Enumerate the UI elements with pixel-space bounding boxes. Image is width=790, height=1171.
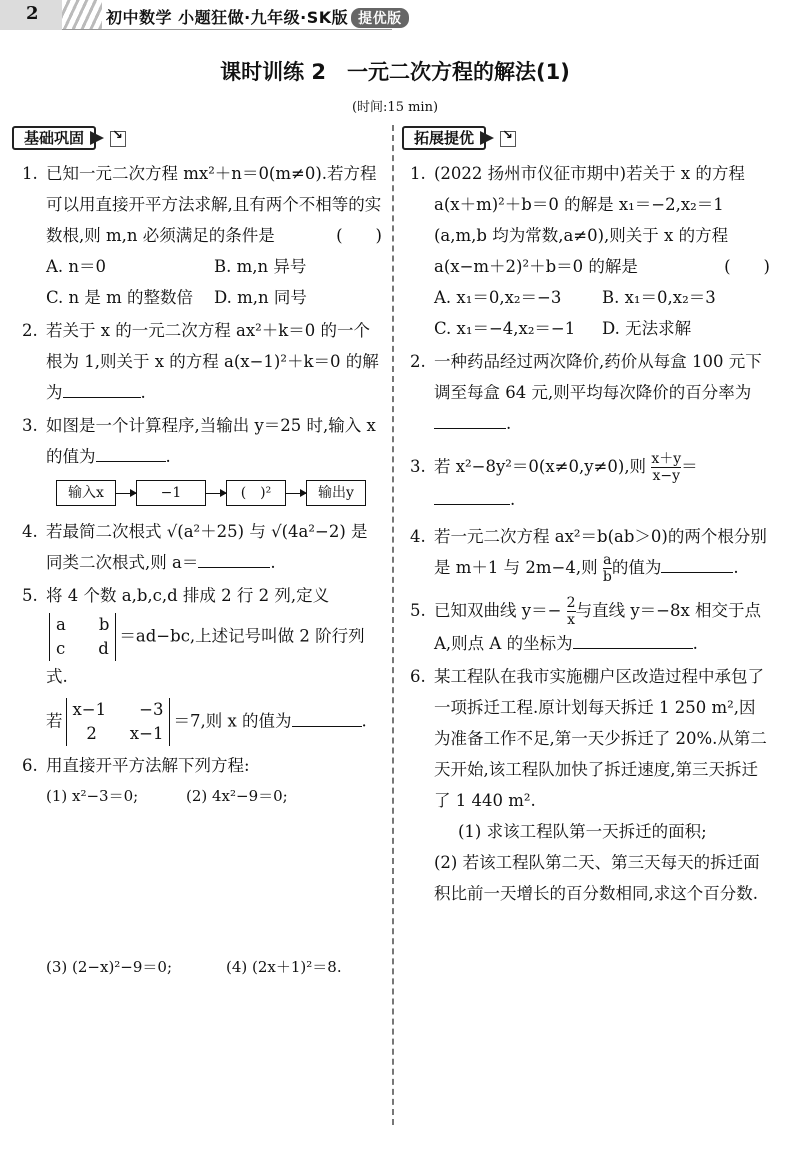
- option-d: D. m,n 同号: [214, 288, 307, 307]
- question-3: 3. 若 x²−8y²＝0(x≠0,y≠0),则 $\frac{x+y}{x-y}$ ＝ .: [410, 451, 698, 509]
- fraction-bottom: x: [567, 612, 576, 628]
- question-6: [410, 661, 770, 909]
- header-rule: [62, 29, 392, 30]
- question-number: 3.: [22, 416, 38, 435]
- answer-blank[interactable]: [573, 629, 693, 649]
- options-row-1: [434, 282, 770, 313]
- time-limit: (时间:15 min): [351, 100, 439, 115]
- section-label: 基础巩固: [12, 126, 96, 150]
- question-number: 2.: [410, 352, 426, 371]
- arrow-icon: [110, 131, 126, 147]
- sub-problem-2: (2) 4x²−9＝0;: [186, 787, 288, 805]
- question-text: 是同类二次根式,则 a＝: [46, 522, 368, 572]
- answer-blank[interactable]: [96, 442, 166, 462]
- flow-arrow: [206, 493, 226, 494]
- question-text: ＝ad−bc,上述记号叫做 2 阶行列式.: [46, 626, 365, 686]
- fraction: [603, 552, 612, 585]
- series-text: 初中数学 小题狂做·九年级·SK版: [106, 8, 349, 27]
- flowchart: [56, 478, 382, 508]
- question-1: [410, 158, 770, 344]
- question-text: 与: [249, 522, 266, 541]
- section-label: 拓展提优: [402, 126, 486, 150]
- flow-output-box: 输出y: [306, 480, 366, 506]
- question-text: ＝: [681, 457, 698, 476]
- series-title: [106, 5, 409, 28]
- answer-blank[interactable]: [292, 707, 362, 727]
- question-text: ＝7,则 x 的值为: [173, 711, 292, 731]
- question-5: 5. 已知双曲线 y＝− $\frac{2}{x}$ 与直线 y＝−8x 相交于点 A,则点 A 的坐标为 .: [410, 595, 762, 653]
- question-number: 5.: [22, 586, 38, 605]
- answer-blank[interactable]: [198, 548, 270, 568]
- fraction-top: 2: [566, 595, 576, 611]
- question-number: 6.: [22, 756, 38, 775]
- question-text: 将 4 个数 a,b,c,d 排成 2 行 2 列,定义: [46, 586, 330, 605]
- radical-1: √(a²＋25): [166, 522, 245, 541]
- fraction-bottom: x−y: [652, 468, 680, 484]
- options-row-2: [46, 282, 382, 313]
- right-column: [410, 158, 770, 909]
- flow-input-box: 输入x: [56, 480, 116, 506]
- fraction: [651, 451, 681, 484]
- option-c: C. n 是 m 的整数倍: [46, 288, 194, 307]
- question-text: 已知双曲线 y＝−: [434, 601, 562, 620]
- option-b: B. m,n 异号: [214, 257, 307, 276]
- question-text: 用直接开平方法解下列方程:: [46, 756, 250, 775]
- question-number: 1.: [22, 164, 38, 183]
- arrow-icon: [500, 131, 516, 147]
- det-row: x−1 −3: [72, 700, 164, 719]
- answer-blank[interactable]: [661, 553, 733, 573]
- question-text: (2022 扬州市仪征市期中)若关于 x 的方程 a(x＋m)²＋b＝0 的解是 x₁＝−2,x₂＝1 (a,m,b 均为常数,a≠0),则关于 x 的方程 a(x−m＋2)²＋b＝0 的解是: [434, 164, 745, 276]
- sub-problem-1: (1) x²−3＝0;: [46, 787, 139, 805]
- flow-square-box: ( )²: [226, 480, 286, 506]
- question-3: 3. 如图是一个计算程序,当输出 y＝25 时,输入 x 的值为 .: [22, 410, 382, 472]
- sub-problems-row-1: [46, 781, 382, 812]
- question-number: 4.: [22, 522, 38, 541]
- lesson-title: 课时训练 2 一元二次方程的解法(1): [220, 60, 570, 84]
- page-header: [0, 0, 790, 30]
- question-number: 1.: [410, 164, 426, 183]
- flow-arrow: [116, 493, 136, 494]
- flow-arrow: [286, 493, 306, 494]
- question-1: [22, 158, 382, 313]
- sub-problem-1: [434, 816, 770, 847]
- question-5: 5. 将 4 个数 a,b,c,d 排成 2 行 2 列,定义 a b c d ＝ad−bc,上述记号叫做 2 阶行列式. 若 x−1 −3 2 x−1 ＝7,则 x 的值为 .: [22, 580, 382, 746]
- fraction-top: a: [603, 552, 612, 568]
- question-text: 若关于 x 的一元二次方程 ax²＋k＝0 的一个根为 1,则关于 x 的方程 a(x−1)²＋k＝0 的解为: [46, 321, 379, 402]
- sub-problems-row-2: [46, 952, 382, 983]
- page-number: 2: [26, 3, 39, 24]
- fraction: [567, 595, 576, 628]
- answer-blank[interactable]: [434, 485, 510, 505]
- det-row: a b: [56, 615, 110, 634]
- column-divider: [392, 125, 394, 1125]
- sub-problem-2: [434, 847, 770, 909]
- header-stripes: [62, 0, 102, 30]
- answer-blank[interactable]: [63, 378, 141, 398]
- question-number: 3.: [410, 457, 426, 476]
- left-column: [22, 158, 382, 983]
- question-number: 4.: [410, 527, 426, 546]
- question-2: 2. 若关于 x 的一元二次方程 ax²＋k＝0 的一个根为 1,则关于 x 的方程 a(x−1)²＋k＝0 的解为 .: [22, 315, 382, 408]
- answer-paren: ( ): [336, 226, 382, 245]
- det-row: c d: [56, 639, 109, 658]
- question-text: 若一元二次方程 ax²＝b(ab＞0)的两个根分别是 m＋1 与 2m−4,则: [434, 527, 767, 577]
- flow-subtract-box: −1: [136, 480, 206, 506]
- option-a: A. x₁＝0,x₂＝−3: [434, 288, 562, 307]
- radical-2: √(4a²−2): [271, 522, 346, 541]
- question-4: 4. 若一元二次方程 ax²＝b(ab＞0)的两个根分别是 m＋1 与 2m−4,则 $\frac{a}{b}$ 的值为 .: [410, 521, 770, 585]
- question-text: 一种药品经过两次降价,药价从每盒 100 元下调至每盒 64 元,则平均每次降价的百分率为: [434, 352, 762, 402]
- options-row-2: [434, 313, 770, 344]
- question-4: 4. 若最简二次根式 √(a²＋25) 与 √(4a²−2) 是同类二次根式,则 a＝ .: [22, 516, 382, 578]
- fraction-top: x＋y: [651, 451, 682, 467]
- options-row-1: [46, 251, 382, 282]
- question-number: 2.: [22, 321, 38, 340]
- question-text: 的值为: [611, 558, 662, 577]
- question-text: 已知一元二次方程 mx²＋n＝0(m≠0).若方程可以用直接开平方法求解,且有两个不相等的实数根,则 m,n 必须满足的条件是: [46, 164, 382, 245]
- question-text: 若: [46, 711, 63, 731]
- question-text: 若 x²−8y²＝0(x≠0,y≠0),则: [434, 457, 647, 476]
- sub-problem-3: (3) (2−x)²−9＝0;: [46, 958, 173, 976]
- option-b: B. x₁＝0,x₂＝3: [602, 288, 716, 307]
- sub-problem-text: (2) 若该工程队第二天、第三天每天的拆迁面积比前一天增长的百分数相同,求这个百分数.: [434, 853, 760, 903]
- option-c: C. x₁＝−4,x₂＝−1: [434, 319, 576, 338]
- question-text: 若最简二次根式: [46, 522, 162, 541]
- question-text: 某工程队在我市实施棚户区改造过程中承包了一项拆迁工程.原计划每天拆迁 1 250 m²,因为准备工作不足,第一天少拆迁了 20%.从第二天开始,该工程队加快了拆迁速度,第三天拆迁了 1 440 m².: [434, 667, 767, 810]
- sub-problem-4: (4) (2x＋1)²＝8.: [226, 958, 342, 976]
- determinant-2: [66, 698, 171, 746]
- question-2: 2. 一种药品经过两次降价,药价从每盒 100 元下调至每盒 64 元,则平均每次降价的百分率为.: [410, 346, 770, 439]
- section-tag-basic: [12, 126, 126, 150]
- determinant-1: [49, 613, 116, 661]
- edition-badge: 提优版: [351, 8, 409, 28]
- question-number: 6.: [410, 667, 426, 686]
- section-tag-extension: [402, 126, 516, 150]
- fraction-bottom: b: [602, 569, 612, 585]
- option-a: A. n＝0: [46, 257, 107, 276]
- option-d: D. 无法求解: [602, 319, 692, 338]
- question-number: 5.: [410, 601, 426, 620]
- det-row: 2 x−1: [86, 724, 164, 743]
- question-text: 与直线 y＝−8x 相交于点 A,则点 A 的坐标为: [434, 601, 762, 653]
- sub-problem-text: (1) 求该工程队第一天拆迁的面积;: [458, 822, 707, 841]
- answer-blank[interactable]: [434, 409, 506, 429]
- question-text: 如图是一个计算程序,当输出 y＝25 时,输入 x 的值为: [46, 416, 376, 466]
- answer-paren: ( ): [724, 257, 770, 276]
- question-6: [22, 750, 382, 983]
